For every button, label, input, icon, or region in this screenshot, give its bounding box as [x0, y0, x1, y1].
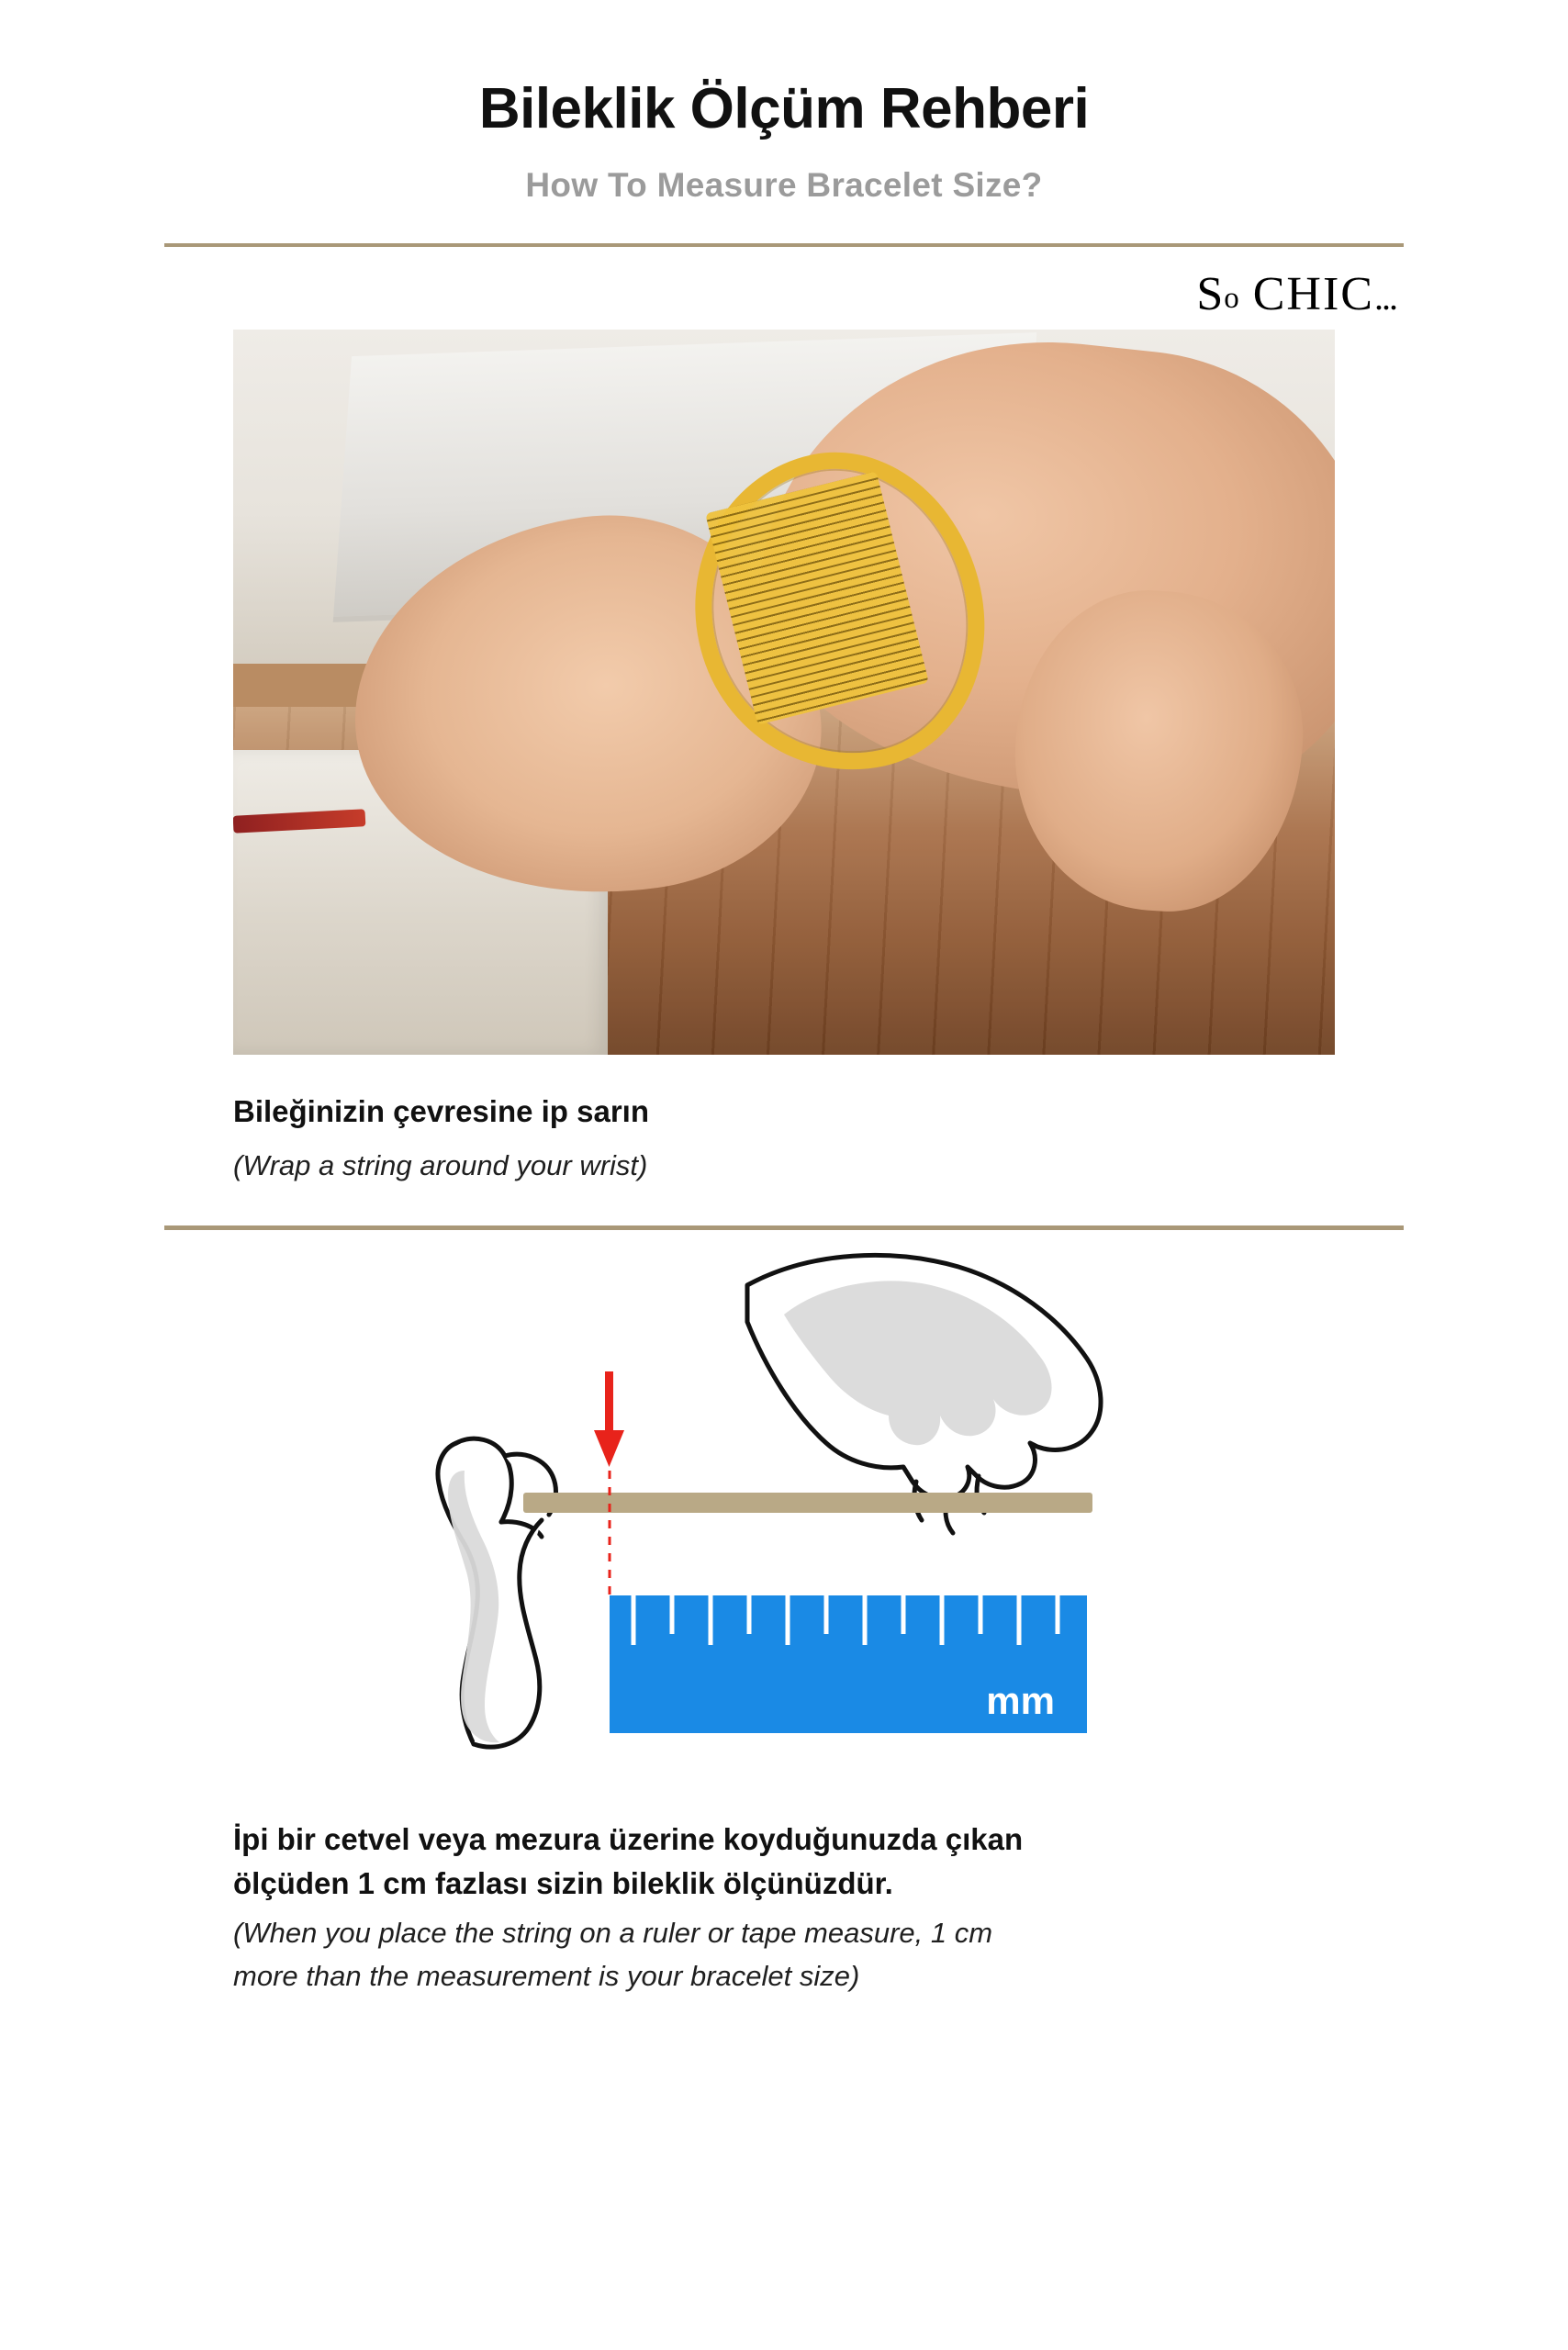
page-title: Bileklik Ölçüm Rehberi	[478, 77, 1090, 140]
brand-text-o: o	[1224, 282, 1240, 316]
ruler-unit-label: mm	[986, 1679, 1055, 1723]
step1-caption-en: (Wrap a string around your wrist)	[233, 1148, 648, 1181]
step2-caption-en-line2: more than the measurement is your bracelet size)	[233, 1959, 860, 1992]
brand-row	[164, 247, 1404, 330]
ruler-graphic	[610, 1595, 1087, 1733]
page-subtitle: How To Measure Bracelet Size?	[525, 166, 1043, 205]
brand-text-dots: ...	[1374, 276, 1396, 319]
brand-text-chic: CHIC	[1252, 268, 1374, 321]
string-on-ruler-illustration	[233, 1230, 1335, 1818]
step2-caption-tr-line1: İpi bir cetvel veya mezura üzerine koyduğunuzda çıkan	[233, 1822, 1024, 1857]
step1-captions	[233, 1055, 1335, 1185]
step1-image-wrap	[233, 330, 1335, 1055]
step2-caption-tr-line2: ölçüden 1 cm fazlası sizin bileklik ölçünüzdür.	[233, 1865, 893, 1900]
brand-text-s: S	[1196, 268, 1225, 321]
wrist-measuring-photo	[233, 330, 1335, 1055]
arrow-red-icon	[594, 1371, 624, 1467]
step2-captions	[233, 1818, 1335, 1998]
step2-caption-en-line1: (When you place the string on a ruler or tape measure, 1 cm	[233, 1916, 993, 1949]
step2-image-wrap	[233, 1230, 1335, 1818]
brand-logo	[1196, 267, 1396, 321]
step1-caption-tr: Bileğinizin çevresine ip sarın	[233, 1094, 649, 1129]
